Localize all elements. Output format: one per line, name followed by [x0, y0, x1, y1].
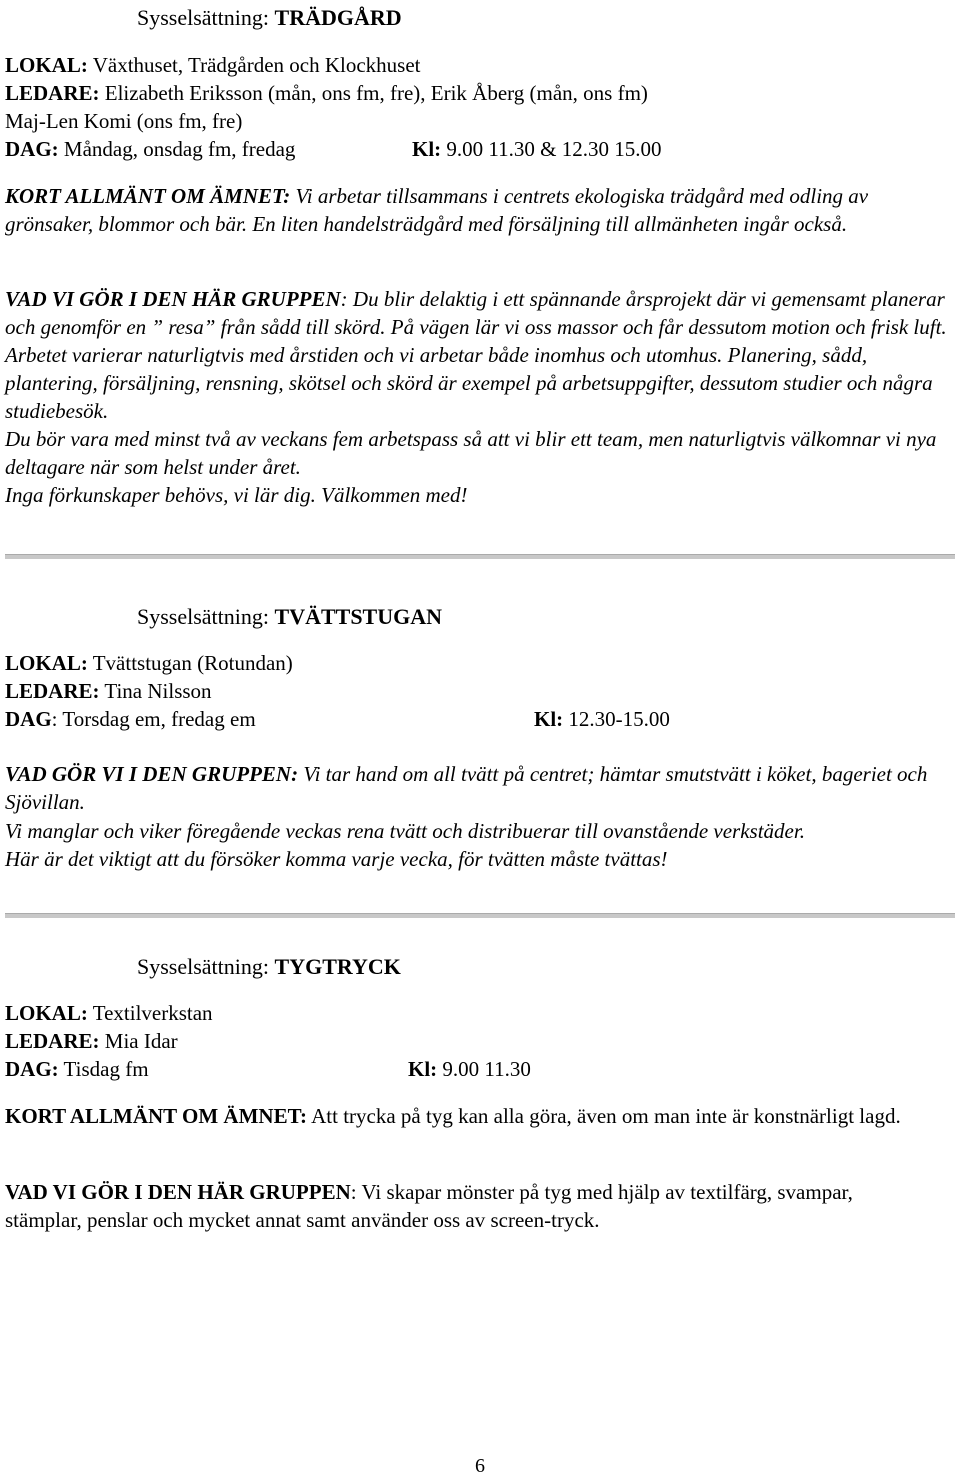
heading-label: Sysselsättning: — [137, 5, 275, 30]
extra-paragraph-1: Du bör vara med minst två av veckans fem arbetspass så att vi blir ett team, men naturligtvis välkomnar vi nya deltagare när som helst under året. — [5, 427, 937, 479]
kl-line — [412, 135, 661, 163]
ledare-value: Mia Idar — [99, 1029, 178, 1053]
lokal-line — [5, 999, 213, 1027]
ledare-value: Tina Nilsson — [99, 679, 212, 703]
vad-text: : Du blir delaktig i ett spännande årsprojekt där vi gemensamt planerar och genomför en ” resa” från sådd till skörd. På vägen lär vi oss massor och får dessutom motion och frisk luft. Arbetet varierar naturligtvis med årstiden och vi arbetar både inomhus och utomhus. Planering, sådd, plantering, försäljning, rensning, skötsel och skörd är exempel på arbetsuppgifter, dessutom studier och några studiebesök. — [5, 287, 947, 423]
kl-value: 12.30-15.00 — [563, 707, 670, 731]
dag-line — [5, 1055, 149, 1083]
heading-label: Sysselsättning: — [137, 604, 275, 629]
extra-paragraph-2: Inga förkunskaper behövs, vi lär dig. Välkommen med! — [5, 483, 468, 507]
heading-label: Sysselsättning: — [137, 954, 275, 979]
lokal-line — [5, 649, 293, 677]
ledare-label: LEDARE: — [5, 81, 100, 105]
kort-label: KORT ALLMÄNT OM ÄMNET: — [5, 184, 291, 208]
extra-paragraph-2: Här är det viktigt att du försöker komma varje vecka, för tvätten måste tvättas! — [5, 847, 668, 871]
vad-text: : Vi skapar mönster på tyg med hjälp av textilfärg, svampar, stämplar, penslar och mycket annat samt använder oss av screen-tryck. — [5, 1180, 853, 1232]
lokal-value: Textilverkstan — [87, 1001, 213, 1025]
lokal-line — [5, 51, 421, 79]
lokal-label: LOKAL: — [5, 1001, 88, 1025]
dag-label: DAG — [5, 707, 52, 731]
kort-text: Vi arbetar tillsammans i centrets ekologiska trädgård med odling av grönsaker, blommor och bär. En liten handelsträdgård med försäljning till allmänheten ingår också. — [5, 184, 869, 236]
heading-value: TRÄDGÅRD — [274, 5, 402, 30]
ledare-label: LEDARE: — [5, 1029, 100, 1053]
page-number: 6 — [475, 1455, 485, 1477]
kort-text: Att trycka på tyg kan alla göra, även om man inte är konstnärligt lagd. — [307, 1104, 901, 1128]
ledare-line-2: Maj-Len Komi (ons fm, fre) — [5, 109, 243, 133]
kort-paragraph — [5, 1102, 905, 1130]
vad-paragraph — [5, 760, 950, 816]
vad-text: Vi tar hand om all tvätt på centret; hämtar smutstvätt i köket, bageriet och Sjövillan. — [5, 762, 928, 814]
section-heading-tvattstugan — [137, 603, 442, 631]
heading-value: TYGTRYCK — [274, 954, 401, 979]
lokal-label: LOKAL: — [5, 53, 88, 77]
kort-paragraph — [5, 182, 950, 238]
vad-label: VAD GÖR VI I DEN GRUPPEN: — [5, 762, 299, 786]
heading-value: TVÄTTSTUGAN — [274, 604, 442, 629]
lokal-value: Växthuset, Trädgården och Klockhuset — [87, 53, 421, 77]
dag-value: Måndag, onsdag fm, fredag — [58, 137, 296, 161]
ledare-line — [5, 1027, 178, 1055]
extra-paragraph-1: Vi manglar och viker föregående veckas rena tvätt och distribuerar till ovanstående verkstäder. — [5, 819, 805, 843]
dag-value: Tisdag fm — [58, 1057, 149, 1081]
ledare-line — [5, 79, 648, 107]
kl-line — [408, 1055, 531, 1083]
kl-label: Kl: — [534, 707, 564, 731]
section-divider — [5, 913, 955, 918]
vad-label: VAD VI GÖR I DEN HÄR GRUPPEN — [5, 1180, 351, 1204]
vad-paragraph — [5, 1178, 910, 1234]
section-divider — [5, 554, 955, 559]
kl-value: 9.00 11.30 — [437, 1057, 531, 1081]
ledare-value: Elizabeth Eriksson (mån, ons fm, fre), Erik Åberg (mån, ons fm) — [99, 81, 648, 105]
section-heading-tygtryck — [137, 953, 401, 981]
kort-label: KORT ALLMÄNT OM ÄMNET: — [5, 1104, 308, 1128]
dag-value: : Torsdag em, fredag em — [51, 707, 256, 731]
lokal-label: LOKAL: — [5, 651, 88, 675]
dag-label: DAG: — [5, 1057, 59, 1081]
vad-label: VAD VI GÖR I DEN HÄR GRUPPEN — [5, 287, 341, 311]
vad-paragraph — [5, 285, 950, 425]
dag-label: DAG: — [5, 137, 59, 161]
lokal-value: Tvättstugan (Rotundan) — [87, 651, 293, 675]
kl-label: Kl: — [408, 1057, 438, 1081]
kl-label: Kl: — [412, 137, 442, 161]
ledare-label: LEDARE: — [5, 679, 100, 703]
dag-line — [5, 705, 256, 733]
ledare-line — [5, 677, 212, 705]
kl-line — [534, 705, 670, 733]
section-heading-tradgard — [137, 4, 402, 32]
kl-value: 9.00 11.30 & 12.30 15.00 — [441, 137, 662, 161]
dag-line — [5, 135, 295, 163]
